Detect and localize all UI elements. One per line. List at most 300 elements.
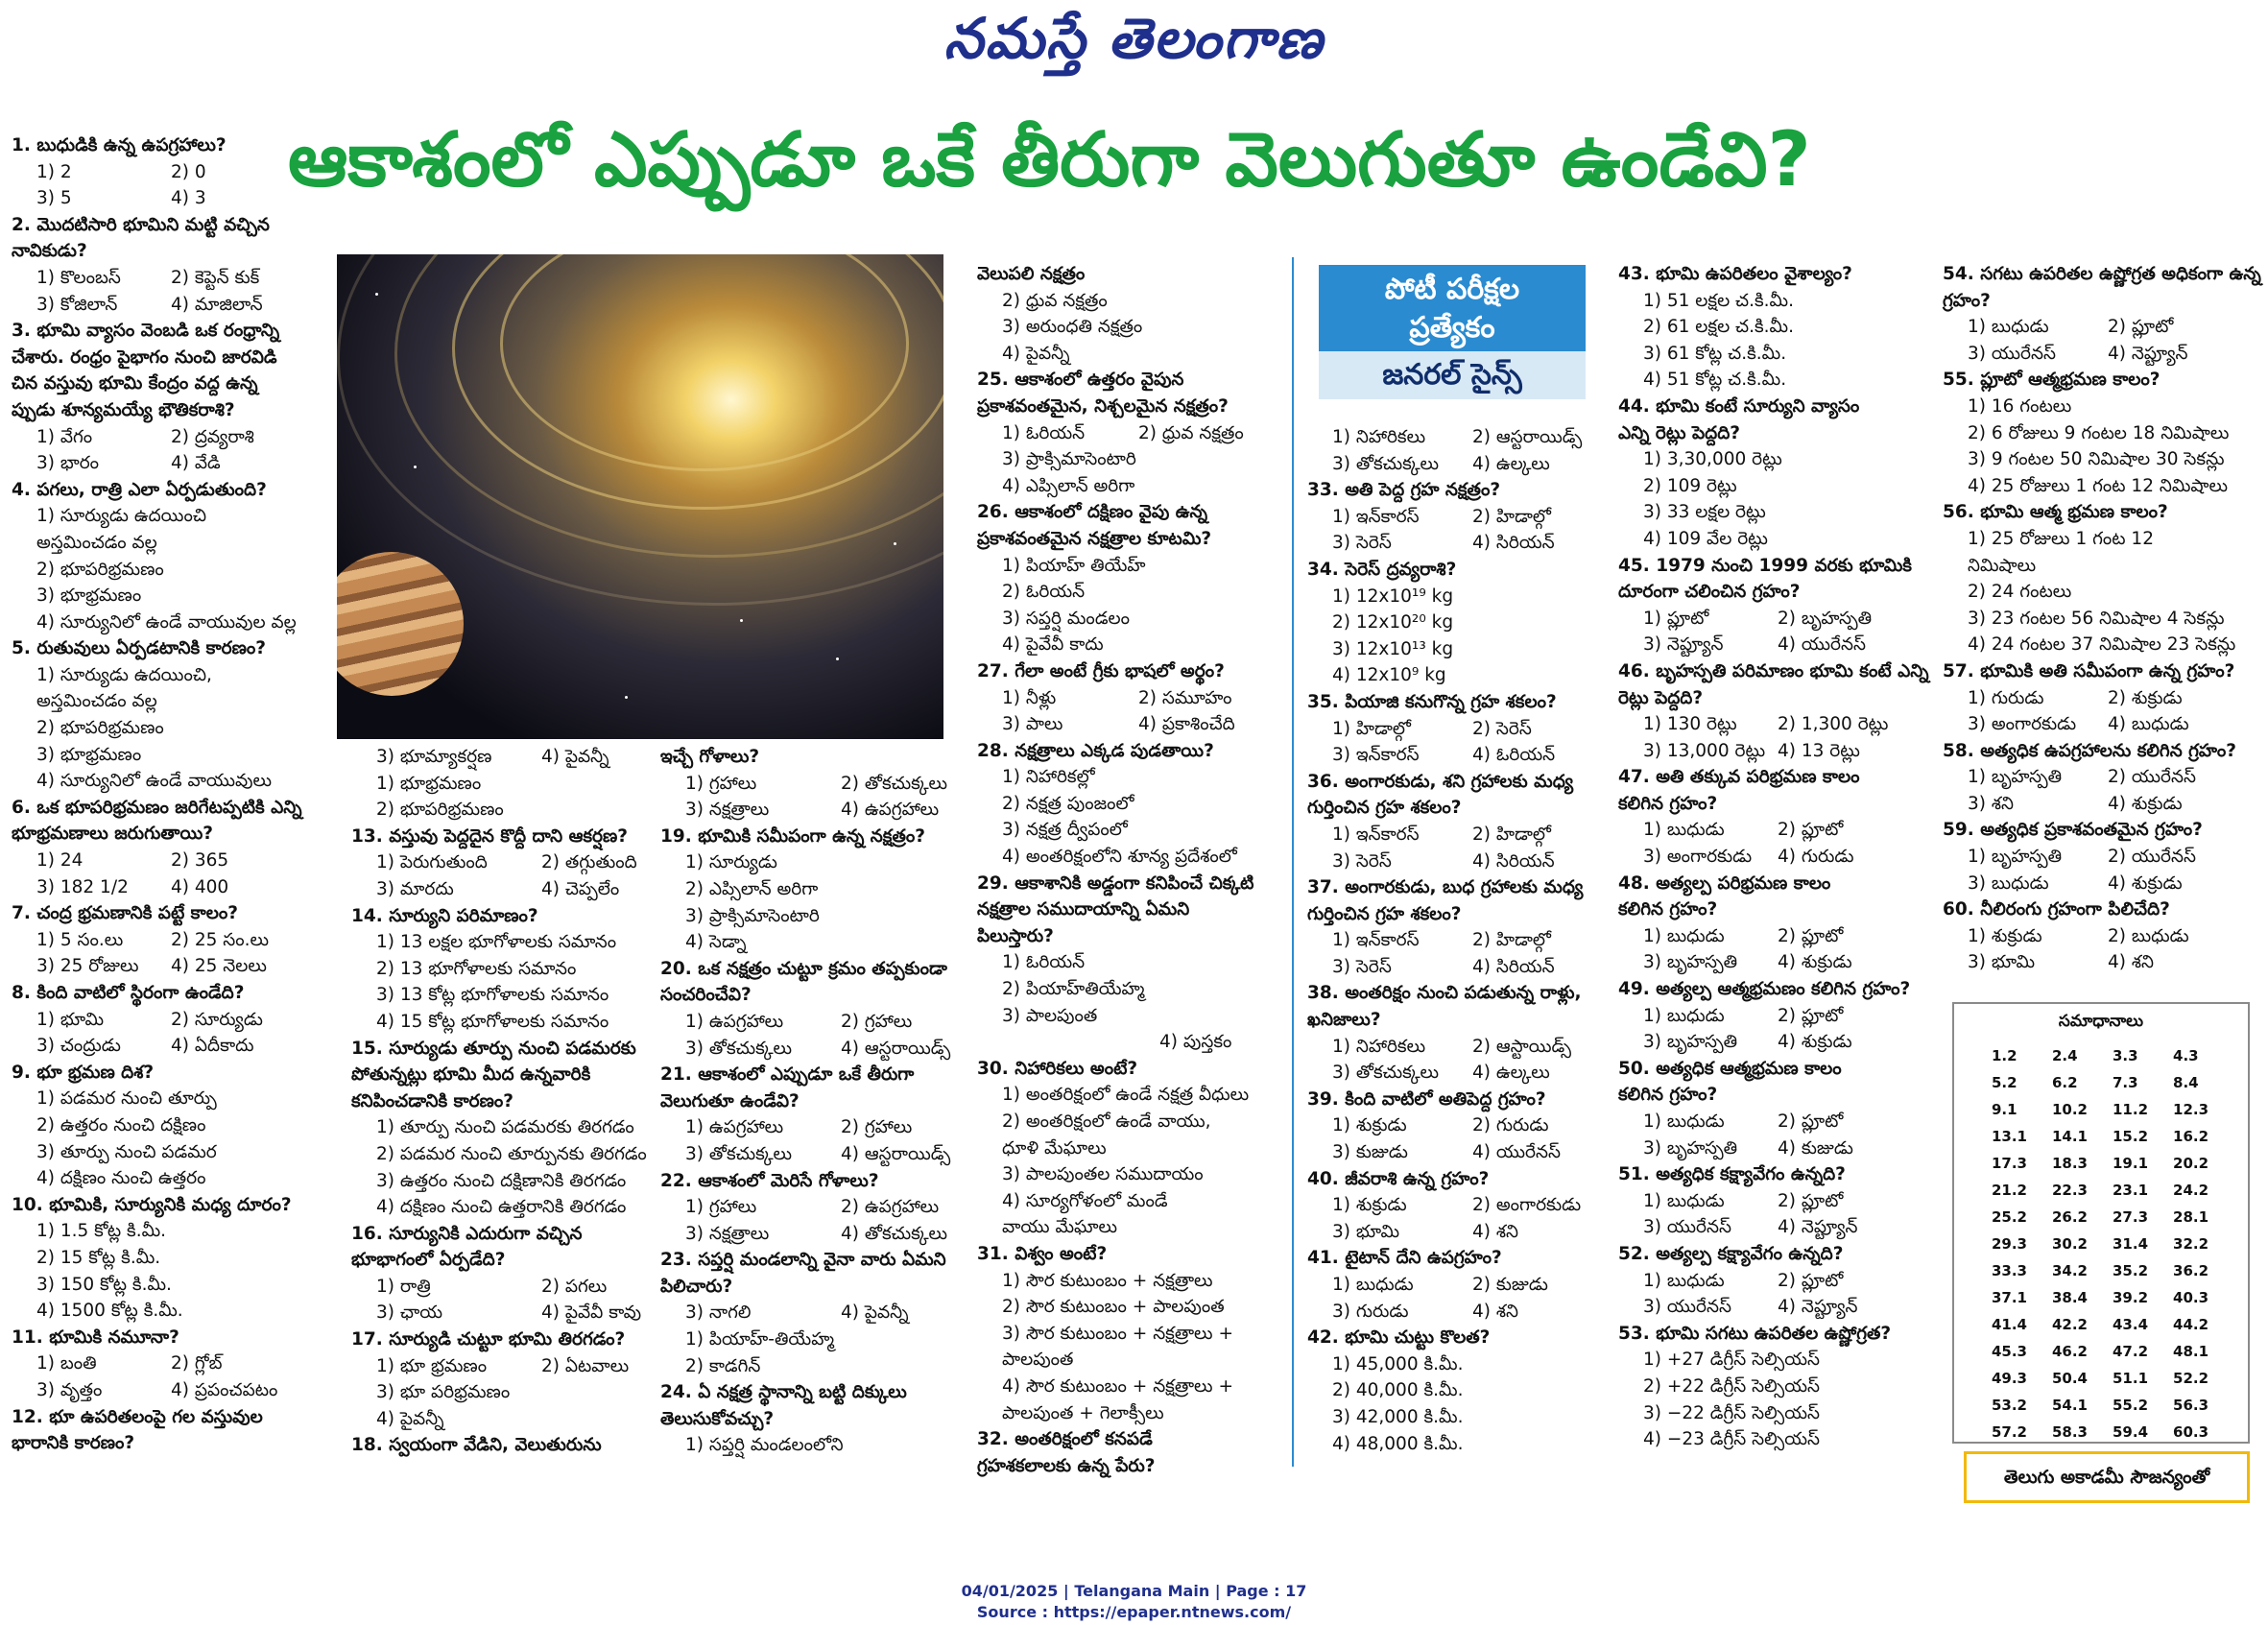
option-row <box>351 1353 647 1380</box>
question-text: 43. భూమి ఉపరితలం వైశాల్యం? <box>1618 264 1852 284</box>
option: 3) −22 డిగ్రీస్ సెల్సియస్ <box>1643 1402 1820 1423</box>
option: 2) యురేనస్ <box>2108 847 2197 868</box>
question-text: 60. నీలిరంగు గ్రహంగా పిలిచేది? <box>1943 899 2170 920</box>
option: 2) ప్లూటో <box>1778 925 1844 946</box>
answer-cell: 7.3 <box>2113 1074 2138 1091</box>
banner-line-1: పోటీ పరీక్షల <box>1384 273 1520 306</box>
option: 1) 13 లక్షల భూగోళాలకు సమానం <box>376 932 617 953</box>
option: 1) 25 రోజులు 1 గంట 12 <box>1968 528 2154 549</box>
question-text: 55. ప్లూటో ఆత్మభ్రమణ కాలం? <box>1943 370 2161 391</box>
question-block <box>977 367 1253 499</box>
question-text: 34. సెరెస్ ద్రవ్యరాశి? <box>1307 559 1457 580</box>
option: 3) నెప్ట్యూన్ <box>1643 634 1724 656</box>
question-text: 23. సప్తర్షి మండలాన్ని వైనా వారు ఏమని <box>660 1250 946 1271</box>
answer-cell: 24.2 <box>2173 1182 2209 1199</box>
option: 4) శుక్రుడు <box>1778 952 1852 973</box>
option: 3) బృహస్పతి <box>1643 952 1738 973</box>
question-text: 17. సూర్యుడి చుట్టూ భూమి తిరగడం? <box>351 1329 626 1350</box>
option: 3) భూమి <box>1332 1221 1400 1242</box>
answer-row <box>1980 1096 2222 1123</box>
option: 1) బంతి <box>36 1353 97 1374</box>
option: 2) హిడాల్గో <box>1472 506 1551 527</box>
option-row <box>1307 1060 1583 1087</box>
question-block <box>977 1241 1253 1426</box>
option: 4) 51 కోట్ల చ.కి.మీ. <box>1643 370 1787 391</box>
option: 4) సిరియన్ <box>1472 850 1555 872</box>
option: 3) తూర్పు నుంచి పడమర <box>36 1141 217 1162</box>
question-block <box>1307 424 1583 477</box>
option: 1) ఓరియన్ <box>1002 952 1086 973</box>
option: 3) 42,000 కి.మీ. <box>1332 1406 1464 1427</box>
option: 1) నిహారికలు <box>1332 1036 1426 1057</box>
question-block <box>1307 689 1583 769</box>
option: 1) సప్తర్షి మండలంలోని <box>685 1435 844 1456</box>
answer-row <box>1980 1204 2222 1231</box>
option: 1) కొలంబస్ <box>36 267 121 288</box>
option: 2) కాడగిన్ <box>685 1355 761 1376</box>
option: 2) ప్లూటో <box>1778 1270 1844 1291</box>
option: 3) 150 కోట్ల కి.మీ. <box>36 1274 172 1295</box>
option: 3) భూమి <box>1968 952 2036 973</box>
question-column-5 <box>1307 424 1583 1457</box>
question-block <box>12 900 302 980</box>
option: 3) అరుంధతి నక్షత్రం <box>1002 317 1143 338</box>
option: 3) ప్రాక్సిమాసెంటారి <box>1002 449 1136 470</box>
option: 3) 13 కోట్ల భూగోళాలకు సమానం <box>376 985 609 1006</box>
option-row <box>12 159 302 186</box>
option: 4) శని <box>1472 1221 1519 1242</box>
option: పాలపుంత + గెలాక్సీలు <box>1002 1402 1164 1423</box>
question-block <box>977 871 1253 1056</box>
answer-cell: 29.3 <box>1991 1235 2027 1253</box>
answer-key-table <box>1980 1042 2222 1446</box>
option: 2) గ్లోబ్ <box>171 1353 223 1374</box>
answer-row <box>1980 1231 2222 1257</box>
answer-cell: 21.2 <box>1991 1182 2027 1199</box>
option: 4) 13 రెట్లు <box>1778 740 1860 761</box>
question-block <box>12 1404 302 1457</box>
option: 1) హిడాల్గో <box>1332 718 1411 739</box>
option: 4) శుక్రుడు <box>1778 1032 1852 1053</box>
question-column-2 <box>351 744 647 1459</box>
question-block <box>977 1426 1253 1479</box>
answer-cell: 46.2 <box>2051 1343 2088 1360</box>
option: 1) 16 గంటలు <box>1968 395 2072 417</box>
option: 3) పాలపుంత <box>1002 1005 1098 1026</box>
option: 3) అంగారకుడు <box>1643 847 1753 868</box>
option-row <box>1307 530 1583 557</box>
question-text: 2. మొదటిసారి భూమిని మట్టి వచ్చిన <box>12 214 270 235</box>
option-row <box>660 797 950 824</box>
option: 2) ప్లూటో <box>1778 1005 1844 1026</box>
answer-row <box>1980 1069 2222 1096</box>
option: 1) ఉపగ్రహాలు <box>685 1011 784 1032</box>
option: 4) ఏదీకాదు <box>171 1036 254 1057</box>
option: 2) హిడాల్గో <box>1472 930 1551 951</box>
option-row <box>12 292 302 319</box>
question-text: దూరంగా చలించిన గ్రహం? <box>1618 582 1801 603</box>
answer-cell: 45.3 <box>1991 1343 2027 1360</box>
option: 3) సప్తర్షి మండలం <box>1002 608 1130 629</box>
option: 4) ఉల్కలు <box>1472 1063 1550 1084</box>
question-block <box>12 477 302 636</box>
question-text: 20. ఒక నక్షత్రం చుట్టూ క్రమం తప్పకుండా <box>660 958 947 979</box>
question-text: నావికుడు? <box>12 241 87 262</box>
option: 3) భూ పరిభ్రమణం <box>376 1382 511 1403</box>
option: 1) నీళ్లు <box>1002 687 1057 708</box>
option: 1) పడమర నుంచి తూర్పు <box>36 1088 217 1110</box>
question-text: 33. అతి పెద్ద గ్రహ నక్షత్రం? <box>1307 480 1501 501</box>
option: 2) శుక్రుడు <box>2108 687 2183 708</box>
answer-cell: 37.1 <box>1991 1289 2027 1306</box>
option: 2) పగలు <box>541 1276 608 1297</box>
question-text: 31. విశ్వం అంటే? <box>977 1243 1108 1264</box>
section-title: జనరల్ సైన్స్ <box>1319 351 1586 399</box>
question-block <box>351 903 647 1036</box>
option: 3) గురుడు <box>1332 1301 1409 1322</box>
question-text: 10. భూమికి, సూర్యునికి మధ్య దూరం? <box>12 1194 292 1215</box>
option: 2) 1,300 రెట్లు <box>1778 714 1889 735</box>
question-text: 12. భూ ఉపరితలంపై గల వస్తువుల <box>12 1406 263 1427</box>
question-text: 39. కింది వాటిలో అతిపెద్ద గ్రహం? <box>1307 1088 1546 1110</box>
question-block <box>977 499 1253 658</box>
option-row <box>1618 711 1929 738</box>
option: 1) బుధుడు <box>1643 1111 1725 1132</box>
answer-cell: 10.2 <box>2051 1101 2088 1118</box>
option: 1) నిహారికల్లో <box>1002 767 1095 788</box>
option: అస్తమించడం వల్ల <box>36 691 157 712</box>
question-text: 32. అంతరిక్షంలో కనపడే <box>977 1429 1153 1450</box>
option: 3) తోకచుక్కలు <box>1332 453 1439 474</box>
masthead-logo: నమస్తే తెలంగాణ <box>943 6 1325 71</box>
answer-cell: 59.4 <box>2113 1423 2149 1441</box>
option: నిమిషాలు <box>1968 555 2037 576</box>
option: 4) పైవన్నీ <box>541 747 609 767</box>
question-text: 36. అంగారకుడు, శని గ్రహాలకు మధ్య <box>1307 771 1574 792</box>
option: 1) ఉపగ్రహాలు <box>685 1117 784 1138</box>
option: 4) చెప్పలేం <box>541 878 620 899</box>
answer-cell: 33.3 <box>1991 1262 2027 1279</box>
option: 4) సూర్యునిలో ఉండే వాయువులు <box>36 771 273 792</box>
answer-cell: 35.2 <box>2113 1262 2149 1279</box>
question-text: వెలుపలి నక్షత్రం <box>977 264 1086 284</box>
option: 3) శని <box>1968 793 2015 814</box>
option-row <box>12 1350 302 1377</box>
option: 3) భూభ్రమణం <box>36 585 142 607</box>
answer-cell: 58.3 <box>2051 1423 2088 1441</box>
option: 4) 400 <box>171 876 229 897</box>
answer-cell: 49.3 <box>1991 1370 2027 1387</box>
option: 3) అంగారకుడు <box>1968 714 2077 735</box>
option-row <box>12 265 302 292</box>
answer-cell: 27.3 <box>2113 1208 2149 1226</box>
question-text: గ్రహం? <box>1943 290 1991 311</box>
option: 2) తోకచుక్కలు <box>841 773 947 794</box>
answer-cell: 43.4 <box>2113 1316 2149 1333</box>
question-text: 27. గేలా అంటే గ్రీకు భాషలో అర్థం? <box>977 660 1225 681</box>
option: 4) పైవన్నీ <box>841 1302 909 1324</box>
option: 1) భూమి <box>36 1009 105 1030</box>
headline: ఆకాశంలో ఎప్పుడూ ఒకే తీరుగా వెలుగుతూ ఉండేవి? <box>288 117 1811 203</box>
option: 2) సెరెస్ <box>1472 718 1532 739</box>
option: 4) ఓరియన్ <box>1472 745 1556 766</box>
option: 3) నాగలి <box>685 1302 752 1324</box>
option-row <box>660 1141 950 1168</box>
question-block <box>351 824 647 903</box>
question-text: 49. అత్యల్ప ఆత్మభ్రమణం కలిగిన గ్రహం? <box>1618 979 1911 1000</box>
option: 4) 109 వేల రెట్లు <box>1643 528 1768 549</box>
option: 4) మాజిలాన్ <box>171 294 263 315</box>
option: 3) భూమ్యాకర్షణ <box>376 747 492 767</box>
option: 4) ఆస్టరాయిడ్స్ <box>841 1143 951 1164</box>
option: 1) సౌర కుటుంబం + నక్షత్రాలు <box>1002 1270 1213 1291</box>
question-text: 22. ఆకాశంలో మెరిసే గోళాలు? <box>660 1170 879 1191</box>
question-block <box>12 980 302 1060</box>
option: 2) సమూహం <box>1138 687 1232 708</box>
option: 1) గ్రహాలు <box>685 1197 757 1218</box>
answer-cell: 4.3 <box>2173 1047 2199 1064</box>
option: 2) 24 గంటలు <box>1968 582 2072 603</box>
option-row <box>1307 848 1583 875</box>
question-text: 16. సూర్యునికి ఎదురుగా వచ్చిన <box>351 1223 583 1244</box>
option: 4) కుజుడు <box>1778 1137 1853 1159</box>
option: 2) తగ్గుతుంది <box>541 852 637 873</box>
answer-cell: 50.4 <box>2051 1370 2088 1387</box>
option: 1) నిహారికలు <box>1332 427 1426 447</box>
question-text: చిన వస్తువు భూమి కేంద్రం వద్ద ఉన్న <box>12 373 258 394</box>
question-text: 4. పగలు, రాత్రి ఎలా ఏర్పడుతుంది? <box>12 479 267 500</box>
answer-cell: 53.2 <box>1991 1397 2027 1414</box>
option: 3) తోకచుక్కలు <box>1332 1063 1439 1084</box>
option-row <box>1618 1214 1929 1241</box>
option-row <box>1618 817 1929 844</box>
option: 1) బుధుడు <box>1643 1190 1725 1211</box>
question-block <box>1943 738 2261 818</box>
option-row <box>1618 844 1929 871</box>
option: 1) అంతరిక్షంలో ఉండే నక్షత్ర వీధులు <box>1002 1085 1250 1106</box>
option: 4) దక్షిణం నుంచి ఉత్తరానికి తిరగడం <box>376 1197 627 1218</box>
footer-source: Source : https://epaper.ntnews.com/ <box>976 1603 1292 1621</box>
option-row <box>12 848 302 874</box>
option: 3) యురేనస్ <box>1643 1217 1732 1238</box>
option-row <box>1618 1188 1929 1215</box>
question-text: 41. టైటాన్ దేని ఉపగ్రహం? <box>1307 1248 1502 1269</box>
option: 4) 3 <box>171 188 206 209</box>
question-text: భారానికి కారణం? <box>12 1433 135 1454</box>
option: 4) సిరియన్ <box>1472 956 1555 977</box>
question-column-3 <box>660 744 950 1459</box>
option: 4) వేడి <box>171 453 221 474</box>
question-text: 51. అత్యధిక కక్ష్యావేగం ఉన్నది? <box>1618 1164 1846 1185</box>
question-block <box>1618 394 1929 553</box>
question-text: 21. ఆకాశంలో ఎప్పుడూ ఒకే తీరుగా <box>660 1064 915 1086</box>
answer-row <box>1980 1042 2222 1069</box>
question-text: 3. భూమి వ్యాసం వెంబడి ఒక రంధ్రాన్ని <box>12 321 280 342</box>
option: 4) బుధుడు <box>2108 714 2189 735</box>
question-text: 28. నక్షత్రాలు ఎక్కడ పుడతాయి? <box>977 740 1214 761</box>
solar-system-illustration <box>337 254 943 739</box>
option: 2) 0 <box>171 161 206 182</box>
answer-cell: 3.3 <box>2113 1047 2138 1064</box>
option: 3) బుధుడు <box>1968 872 2049 894</box>
option: పాలపుంత <box>1002 1350 1074 1371</box>
answer-row <box>1980 1257 2222 1284</box>
option: 1) బృహస్పతి <box>1968 767 2063 788</box>
option: 2) ధ్రువ నక్షత్రం <box>1002 290 1108 311</box>
answer-cell: 51.1 <box>2113 1370 2149 1387</box>
option: 2) ప్లూటో <box>2108 317 2174 338</box>
option: 1) శుక్రుడు <box>1968 925 2042 946</box>
question-block <box>660 1247 950 1379</box>
question-text: ప్రకాశవంతమైన, నిశ్చలమైన నక్షత్రం? <box>977 395 1229 417</box>
option: 1) ఇన్‌కారస్ <box>1332 824 1420 845</box>
option: 4) తోకచుక్కలు <box>841 1223 947 1244</box>
option: 4) సెడ్నా <box>685 932 747 953</box>
question-block <box>660 824 950 956</box>
option: 1) శుక్రుడు <box>1332 1195 1407 1216</box>
option: 4) శని <box>2108 952 2155 973</box>
answer-cell: 38.4 <box>2051 1289 2088 1306</box>
option: 2) 61 లక్షల చ.కి.మీ. <box>1643 317 1794 338</box>
question-text: 40. జీవరాశి ఉన్న గ్రహం? <box>1307 1168 1490 1189</box>
answer-cell: 30.2 <box>2051 1235 2088 1253</box>
option: 4) శుక్రుడు <box>2108 793 2183 814</box>
option: 2) 13 భూగోళాలకు సమానం <box>376 958 577 979</box>
option: 2) ప్లూటో <box>1778 1190 1844 1211</box>
question-block <box>12 212 302 318</box>
question-block <box>977 738 1253 871</box>
option: 1) బుధుడు <box>1968 317 2049 338</box>
option: 1) 130 రెట్లు <box>1643 714 1737 735</box>
option: 2) పడమర నుంచి తూర్పునకు తిరగడం <box>376 1143 647 1164</box>
option: 4) 1500 కోట్ల కి.మీ. <box>36 1301 183 1322</box>
answer-cell: 16.2 <box>2173 1128 2209 1145</box>
option-row <box>1618 1135 1929 1162</box>
question-text: వెలుగుతూ ఉండేవి? <box>660 1090 800 1111</box>
question-text: 14. సూర్యుని పరిమాణం? <box>351 905 538 926</box>
answer-row <box>1980 1150 2222 1177</box>
question-block <box>1943 367 2261 499</box>
answer-key-title: సమాధానాలు <box>2058 1012 2144 1031</box>
question-text: గ్రహశకలాలకు ఉన్న పేరు? <box>977 1455 1156 1476</box>
answer-row <box>1980 1338 2222 1365</box>
option: 3) 12x10¹³ kg <box>1332 638 1454 659</box>
question-block <box>12 1060 302 1192</box>
option-row <box>660 1194 950 1221</box>
option: 3) కోజిలాన్ <box>36 294 118 315</box>
option: 4) యురేనస్ <box>1778 634 1867 656</box>
question-block <box>1618 764 1929 870</box>
answer-cell: 9.1 <box>1991 1101 2017 1118</box>
answer-cell: 14.1 <box>2051 1128 2088 1145</box>
answer-cell: 26.2 <box>2051 1208 2088 1226</box>
option: 4) ఆస్టరాయిడ్స్ <box>841 1038 951 1059</box>
option-row <box>1618 1109 1929 1135</box>
question-text: 48. అత్యల్ప పరిభ్రమణ కాలం <box>1618 872 1831 894</box>
question-block <box>1307 1087 1583 1166</box>
option: 4) యురేనస్ <box>1472 1142 1562 1163</box>
option-row <box>660 1009 950 1036</box>
option: 1) ప్లూటో <box>1643 608 1709 629</box>
answer-cell: 54.1 <box>2051 1397 2088 1414</box>
answer-cell: 31.4 <box>2113 1235 2149 1253</box>
option: 2) ప్లూటో <box>1778 1111 1844 1132</box>
question-text: 25. ఆకాశంలో ఉత్తరం వైపున <box>977 370 1184 391</box>
option: 3) యురేనస్ <box>1968 343 2057 364</box>
question-block <box>1307 769 1583 874</box>
question-text: కలిగిన గ్రహం? <box>1618 1085 1718 1106</box>
question-block <box>12 132 302 212</box>
option: 4) అంతరిక్షంలోని శూన్య ప్రదేశంలో <box>1002 847 1237 868</box>
question-block <box>1943 896 2261 976</box>
option: 1) వేగం <box>36 426 93 447</box>
option-row <box>1307 742 1583 769</box>
option: 3) సౌర కుటుంబం + నక్షత్రాలు + <box>1002 1323 1233 1344</box>
option: 3) నక్షత్రాలు <box>685 800 770 821</box>
planet-icon <box>337 552 464 696</box>
option-row <box>351 876 647 903</box>
question-text: 13. వస్తువు పెద్దదైన కొద్దీ దాని ఆకర్షణ? <box>351 825 629 847</box>
option: 4) నెప్ట్యూన్ <box>1778 1297 1858 1318</box>
answer-cell: 23.1 <box>2113 1182 2149 1199</box>
option: 4) పుస్తకం <box>1159 1032 1232 1053</box>
answer-row <box>1980 1419 2222 1446</box>
answer-cell: 22.3 <box>2051 1182 2088 1199</box>
question-block <box>351 1432 647 1459</box>
option-row <box>1618 923 1929 950</box>
option: 2) ధ్రువ నక్షత్రం <box>1138 422 1244 443</box>
option: 4) ఉల్కలు <box>1472 453 1550 474</box>
option-row <box>351 1300 647 1326</box>
option: 2) నక్షత్ర పుంజంలో <box>1002 793 1134 814</box>
question-text: 46. బృహస్పతి పరిమాణం భూమి కంటే ఎన్ని <box>1618 660 1929 681</box>
answer-cell: 56.3 <box>2173 1397 2209 1414</box>
question-block <box>1618 658 1929 764</box>
option: 2) ద్రవ్యరాశి <box>171 426 254 447</box>
option: 2) +22 డిగ్రీస్ సెల్సియస్ <box>1643 1375 1820 1397</box>
question-block <box>12 318 302 477</box>
question-block <box>351 1326 647 1432</box>
question-text: 45. 1979 నుంచి 1999 వరకు భూమికి <box>1618 555 1912 576</box>
question-text: రెట్లు పెద్దది? <box>1618 687 1704 708</box>
option: 2) ప్లూటో <box>1778 820 1844 841</box>
question-text: గుర్తించిన గ్రహ శకలం? <box>1307 903 1462 924</box>
option: 3) బృహస్పతి <box>1643 1032 1738 1053</box>
option: 3) ఇన్‌కారస్ <box>1332 745 1420 766</box>
question-block <box>660 1062 950 1167</box>
option-row <box>1307 954 1583 981</box>
answer-cell: 48.1 <box>2173 1343 2209 1360</box>
answer-row <box>1980 1284 2222 1311</box>
option-row <box>1618 1294 1929 1321</box>
column-divider <box>1292 257 1294 1467</box>
question-text: 47. అతి తక్కువ పరిభ్రమణ కాలం <box>1618 767 1860 788</box>
option-row <box>12 1377 302 1404</box>
banner-line-2: ప్రత్యేకం <box>1409 311 1495 345</box>
option: 4) దక్షిణం నుంచి ఉత్తరం <box>36 1168 206 1189</box>
option-row <box>1307 504 1583 531</box>
question-text: ప్పుడు శూన్యమయ్యే భౌతికరాశి? <box>12 399 235 420</box>
option-row <box>12 185 302 212</box>
question-block <box>12 1325 302 1404</box>
option: 4) శుక్రుడు <box>2108 872 2183 894</box>
option: 4) 12x10⁹ kg <box>1332 665 1446 686</box>
answer-cell: 39.2 <box>2113 1289 2149 1306</box>
option-row <box>12 927 302 954</box>
question-text: 19. భూమికి సమీపంగా ఉన్న నక్షత్రం? <box>660 825 925 847</box>
question-block <box>1618 553 1929 658</box>
question-block <box>1618 261 1929 394</box>
